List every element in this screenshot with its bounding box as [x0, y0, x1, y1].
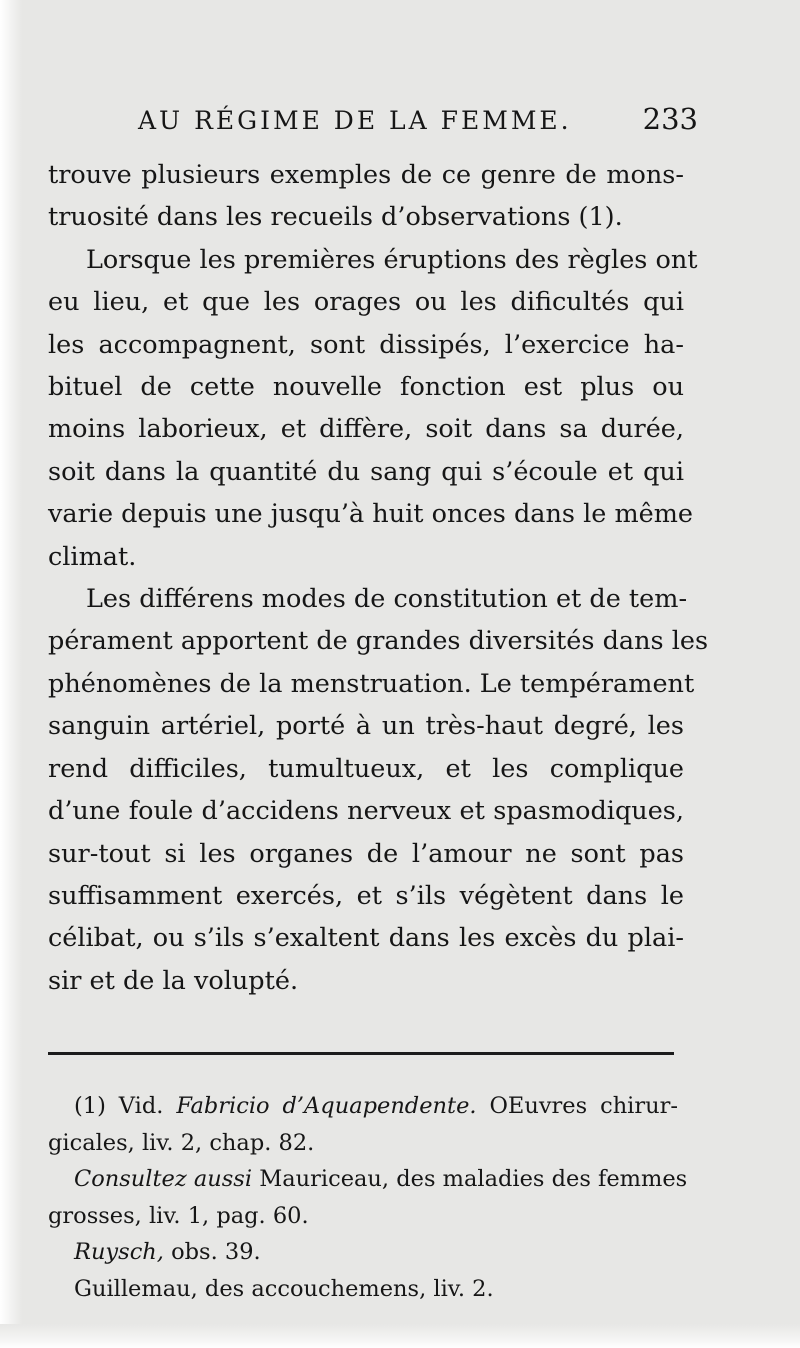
text-line: pérament apportent de grandes diversités dans les — [48, 626, 709, 657]
text-line: trouve plusieurs exemples de ce genre de mons- — [48, 160, 684, 190]
page-bottom-edge — [0, 1324, 800, 1348]
text-line: bituel de cette nouvelle fonction est plus ou — [48, 372, 684, 403]
page-header — [138, 100, 698, 140]
text-line: rend difficiles, tumultueux, et les complique — [48, 753, 684, 784]
footnote-4: Guillemau, des accouchemens, liv. 2. — [74, 1275, 494, 1302]
footnote-rule — [48, 1052, 674, 1055]
footnote-text: obs. 39. — [171, 1239, 261, 1266]
footnote-2 — [48, 1161, 688, 1198]
text-line: truosité dans les recueils d’observations (1). — [48, 202, 623, 233]
footnote-lead: Consultez aussi — [74, 1166, 253, 1193]
text-line: sur-tout si les organes de l’amour ne sont pas — [48, 838, 684, 869]
footnote-author: Ruysch, — [74, 1239, 164, 1266]
text-line: moins laborieux, et diffère, soit dans sa durée, — [48, 414, 684, 445]
text-line: phénomènes de la menstruation. Le tempérament — [48, 668, 695, 699]
footnote-marker: (1) Vid. — [74, 1093, 164, 1119]
footnote-text: Mauriceau, des maladies des femmes — [259, 1166, 688, 1193]
text-line: climat. — [48, 541, 137, 572]
text-line: suffisamment exercés, et s’ils végètent dans le — [48, 880, 684, 911]
text-line: soit dans la quantité du sang qui s’écoule et qui — [48, 456, 684, 487]
text-line: sir et de la volupté. — [48, 965, 299, 996]
text-line: d’une foule d’accidens nerveux et spasmodiques, — [48, 796, 684, 827]
text-line: sanguin artériel, porté à un très-haut degré, les — [48, 711, 684, 742]
body-text — [48, 154, 709, 1002]
text-line: célibat, ou s’ils s’exaltent dans les excès du plai- — [48, 923, 684, 954]
footnote-1-continued: gicales, liv. 2, chap. 82. — [48, 1129, 315, 1156]
footnote-text: OEuvres chirur- — [489, 1093, 678, 1119]
page-number: 233 — [642, 102, 698, 136]
text-line: varie depuis une jusqu’à huit onces dans le même — [48, 499, 694, 530]
footnote-author: Fabricio d’Aquapendente. — [176, 1093, 477, 1119]
footnote-2-continued: grosses, liv. 1, pag. 60. — [48, 1202, 309, 1229]
footnote-3 — [48, 1234, 678, 1271]
text-line: eu lieu, et que les orages ou les dificultés qui — [48, 287, 684, 318]
text-line: Lorsque les premières éruptions des règles ont — [86, 244, 698, 275]
text-line: les accompagnent, sont dissipés, l’exercice ha- — [48, 329, 684, 360]
page-gutter-shadow — [0, 0, 22, 1348]
running-head: AU RÉGIME DE LA FEMME. — [138, 106, 572, 135]
text-line: Les différens modes de constitution et de tem- — [86, 584, 688, 615]
footnote-1 — [48, 1088, 678, 1125]
footnotes — [48, 1088, 688, 1308]
